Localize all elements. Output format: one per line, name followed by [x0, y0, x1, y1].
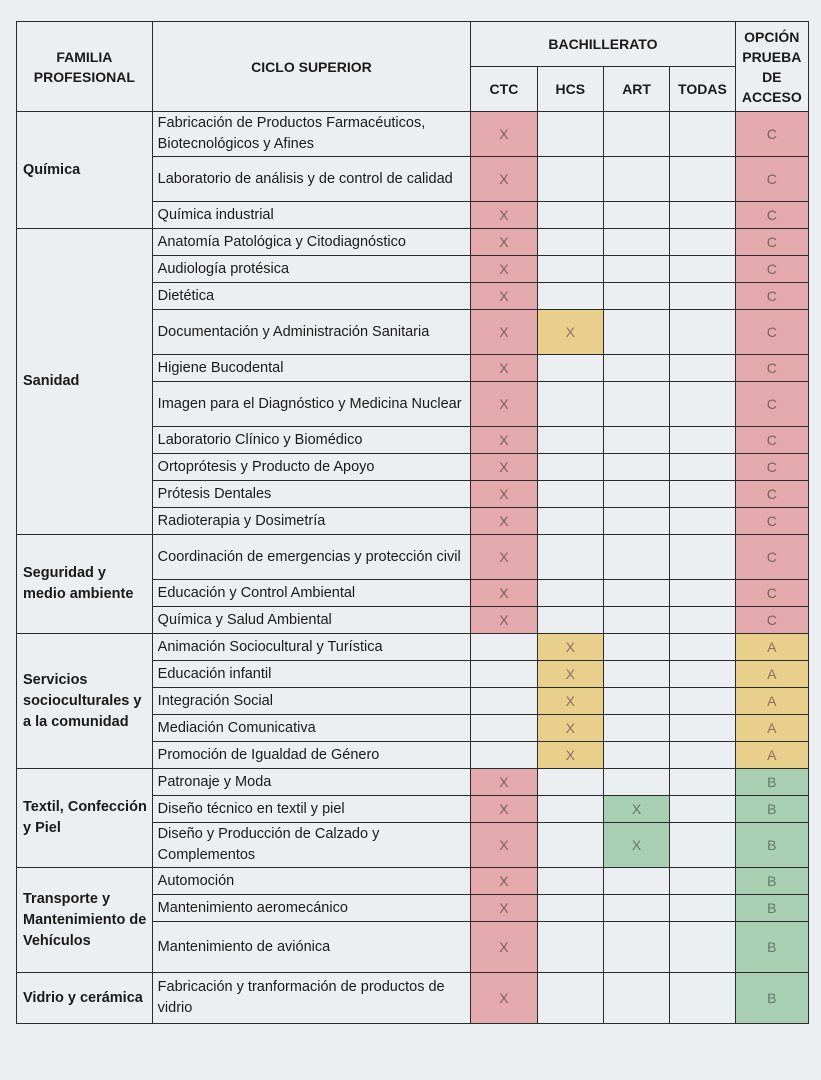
hcs-cell	[537, 508, 603, 535]
ciclo-cell: Prótesis Dentales	[152, 481, 471, 508]
ciclo-cell: Documentación y Administración Sanitaria	[152, 310, 471, 355]
opcion-cell: B	[735, 868, 808, 895]
ctc-cell: X	[471, 508, 537, 535]
ciclo-cell: Química y Salud Ambiental	[152, 607, 471, 634]
art-cell	[603, 310, 669, 355]
todas-cell	[670, 607, 735, 634]
table-row	[17, 634, 809, 661]
ciclo-cell: Audiología protésica	[152, 256, 471, 283]
art-cell	[603, 355, 669, 382]
table-row	[17, 868, 809, 895]
todas-cell	[670, 202, 735, 229]
todas-cell	[670, 481, 735, 508]
opcion-cell: C	[735, 283, 808, 310]
header-ctc: CTC	[471, 67, 537, 112]
todas-cell	[670, 868, 735, 895]
header-familia: FAMILIA PROFESIONAL	[17, 22, 153, 112]
opcion-cell: B	[735, 895, 808, 922]
art-cell	[603, 283, 669, 310]
art-cell	[603, 508, 669, 535]
todas-cell	[670, 895, 735, 922]
ctc-cell	[471, 715, 537, 742]
todas-cell	[670, 973, 735, 1024]
ctc-cell: X	[471, 607, 537, 634]
hcs-cell: X	[537, 715, 603, 742]
hcs-cell	[537, 973, 603, 1024]
hcs-cell	[537, 868, 603, 895]
ciclo-cell: Educación infantil	[152, 661, 471, 688]
table-body	[17, 112, 809, 1024]
opcion-cell: C	[735, 355, 808, 382]
art-cell	[603, 157, 669, 202]
art-cell	[603, 256, 669, 283]
ciclo-cell: Mantenimiento aeromecánico	[152, 895, 471, 922]
ctc-cell: X	[471, 796, 537, 823]
hcs-cell: X	[537, 634, 603, 661]
ctc-cell: X	[471, 202, 537, 229]
hcs-cell: X	[537, 661, 603, 688]
opcion-cell: A	[735, 661, 808, 688]
ciclo-cell: Fabricación y tranformación de productos de vidrio	[152, 973, 471, 1024]
opcion-cell: B	[735, 796, 808, 823]
ctc-cell: X	[471, 382, 537, 427]
hcs-cell	[537, 580, 603, 607]
ciclo-cell: Anatomía Patológica y Citodiagnóstico	[152, 229, 471, 256]
opcion-cell: C	[735, 508, 808, 535]
ciclo-cell: Laboratorio Clínico y Biomédico	[152, 427, 471, 454]
ciclo-cell: Mediación Comunicativa	[152, 715, 471, 742]
opcion-cell: C	[735, 454, 808, 481]
opcion-cell: C	[735, 607, 808, 634]
art-cell: X	[603, 823, 669, 868]
hcs-cell: X	[537, 742, 603, 769]
art-cell	[603, 769, 669, 796]
art-cell	[603, 202, 669, 229]
art-cell: X	[603, 796, 669, 823]
header-hcs: HCS	[537, 67, 603, 112]
opcion-cell: B	[735, 823, 808, 868]
ciclo-cell: Ortoprótesis y Producto de Apoyo	[152, 454, 471, 481]
todas-cell	[670, 742, 735, 769]
art-cell	[603, 481, 669, 508]
opcion-cell: A	[735, 634, 808, 661]
hcs-cell	[537, 481, 603, 508]
familia-cell: Textil, Confección y Piel	[17, 769, 153, 868]
art-cell	[603, 229, 669, 256]
ctc-cell	[471, 688, 537, 715]
header-art: ART	[603, 67, 669, 112]
todas-cell	[670, 535, 735, 580]
ciclo-cell: Promoción de Igualdad de Género	[152, 742, 471, 769]
hcs-cell	[537, 427, 603, 454]
ctc-cell: X	[471, 535, 537, 580]
todas-cell	[670, 634, 735, 661]
hcs-cell	[537, 454, 603, 481]
hcs-cell	[537, 229, 603, 256]
familia-cell: Seguridad y medio ambiente	[17, 535, 153, 634]
hcs-cell	[537, 922, 603, 973]
familia-cell: Sanidad	[17, 229, 153, 535]
art-cell	[603, 580, 669, 607]
opcion-cell: C	[735, 202, 808, 229]
todas-cell	[670, 382, 735, 427]
art-cell	[603, 973, 669, 1024]
hcs-cell	[537, 895, 603, 922]
ctc-cell	[471, 742, 537, 769]
header-opcion: OPCIÓN PRUEBA DE ACCESO	[735, 22, 808, 112]
todas-cell	[670, 508, 735, 535]
todas-cell	[670, 427, 735, 454]
opcion-cell: C	[735, 580, 808, 607]
table-row	[17, 973, 809, 1024]
familia-cell: Vidrio y cerámica	[17, 973, 153, 1024]
ciclo-cell: Educación y Control Ambiental	[152, 580, 471, 607]
ctc-cell: X	[471, 769, 537, 796]
hcs-cell: X	[537, 310, 603, 355]
ctc-cell	[471, 634, 537, 661]
hcs-cell	[537, 157, 603, 202]
table-row	[17, 535, 809, 580]
opcion-cell: C	[735, 481, 808, 508]
art-cell	[603, 454, 669, 481]
hcs-cell	[537, 823, 603, 868]
opcion-cell: A	[735, 688, 808, 715]
header-bachillerato: BACHILLERATO	[471, 22, 735, 67]
opcion-cell: B	[735, 769, 808, 796]
todas-cell	[670, 715, 735, 742]
opcion-cell: C	[735, 427, 808, 454]
hcs-cell	[537, 112, 603, 157]
table-row	[17, 229, 809, 256]
hcs-cell: X	[537, 688, 603, 715]
ctc-cell: X	[471, 922, 537, 973]
hcs-cell	[537, 283, 603, 310]
todas-cell	[670, 796, 735, 823]
ctc-cell: X	[471, 355, 537, 382]
opcion-cell: A	[735, 715, 808, 742]
header-ciclo: CICLO SUPERIOR	[152, 22, 471, 112]
opcion-cell: B	[735, 973, 808, 1024]
ctc-cell: X	[471, 310, 537, 355]
table-row	[17, 769, 809, 796]
art-cell	[603, 112, 669, 157]
art-cell	[603, 895, 669, 922]
opcion-cell: C	[735, 157, 808, 202]
hcs-cell	[537, 796, 603, 823]
todas-cell	[670, 661, 735, 688]
ctc-cell: X	[471, 256, 537, 283]
todas-cell	[670, 922, 735, 973]
hcs-cell	[537, 535, 603, 580]
art-cell	[603, 688, 669, 715]
art-cell	[603, 661, 669, 688]
ctc-cell: X	[471, 868, 537, 895]
opcion-cell: C	[735, 310, 808, 355]
ciclos-table	[16, 21, 809, 1024]
ciclo-cell: Mantenimiento de aviónica	[152, 922, 471, 973]
todas-cell	[670, 310, 735, 355]
todas-cell	[670, 157, 735, 202]
art-cell	[603, 535, 669, 580]
ctc-cell: X	[471, 481, 537, 508]
hcs-cell	[537, 769, 603, 796]
ciclo-cell: Diseño y Producción de Calzado y Complementos	[152, 823, 471, 868]
ciclo-cell: Automoción	[152, 868, 471, 895]
ctc-cell: X	[471, 823, 537, 868]
ciclo-cell: Coordinación de emergencias y protección civil	[152, 535, 471, 580]
art-cell	[603, 742, 669, 769]
familia-cell: Servicios socioculturales y a la comunidad	[17, 634, 153, 769]
opcion-cell: C	[735, 382, 808, 427]
ciclo-cell: Dietética	[152, 283, 471, 310]
ctc-cell: X	[471, 580, 537, 607]
todas-cell	[670, 454, 735, 481]
hcs-cell	[537, 607, 603, 634]
ciclo-cell: Radioterapia y Dosimetría	[152, 508, 471, 535]
opcion-cell: C	[735, 112, 808, 157]
todas-cell	[670, 355, 735, 382]
hcs-cell	[537, 256, 603, 283]
opcion-cell: C	[735, 256, 808, 283]
ctc-cell: X	[471, 454, 537, 481]
art-cell	[603, 607, 669, 634]
art-cell	[603, 868, 669, 895]
todas-cell	[670, 688, 735, 715]
art-cell	[603, 382, 669, 427]
ctc-cell: X	[471, 157, 537, 202]
ctc-cell	[471, 661, 537, 688]
ciclo-cell: Fabricación de Productos Farmacéuticos, Biotecnológicos y Afines	[152, 112, 471, 157]
ciclo-cell: Imagen para el Diagnóstico y Medicina Nuclear	[152, 382, 471, 427]
art-cell	[603, 715, 669, 742]
ciclo-cell: Diseño técnico en textil y piel	[152, 796, 471, 823]
todas-cell	[670, 256, 735, 283]
table-row	[17, 112, 809, 157]
todas-cell	[670, 283, 735, 310]
hcs-cell	[537, 355, 603, 382]
ciclo-cell: Animación Sociocultural y Turística	[152, 634, 471, 661]
familia-cell: Transporte y Mantenimiento de Vehículos	[17, 868, 153, 973]
art-cell	[603, 427, 669, 454]
todas-cell	[670, 823, 735, 868]
header-todas: TODAS	[670, 67, 735, 112]
ctc-cell: X	[471, 895, 537, 922]
ctc-cell: X	[471, 112, 537, 157]
opcion-cell: C	[735, 229, 808, 256]
ciclo-cell: Laboratorio de análisis y de control de calidad	[152, 157, 471, 202]
todas-cell	[670, 229, 735, 256]
opcion-cell: B	[735, 922, 808, 973]
ctc-cell: X	[471, 229, 537, 256]
art-cell	[603, 922, 669, 973]
art-cell	[603, 634, 669, 661]
familia-cell: Química	[17, 112, 153, 229]
ctc-cell: X	[471, 427, 537, 454]
todas-cell	[670, 580, 735, 607]
hcs-cell	[537, 202, 603, 229]
opcion-cell: C	[735, 535, 808, 580]
todas-cell	[670, 112, 735, 157]
ctc-cell: X	[471, 283, 537, 310]
ctc-cell: X	[471, 973, 537, 1024]
ciclo-cell: Integración Social	[152, 688, 471, 715]
opcion-cell: A	[735, 742, 808, 769]
ciclo-cell: Patronaje y Moda	[152, 769, 471, 796]
ciclo-cell: Higiene Bucodental	[152, 355, 471, 382]
todas-cell	[670, 769, 735, 796]
ciclo-cell: Química industrial	[152, 202, 471, 229]
hcs-cell	[537, 382, 603, 427]
